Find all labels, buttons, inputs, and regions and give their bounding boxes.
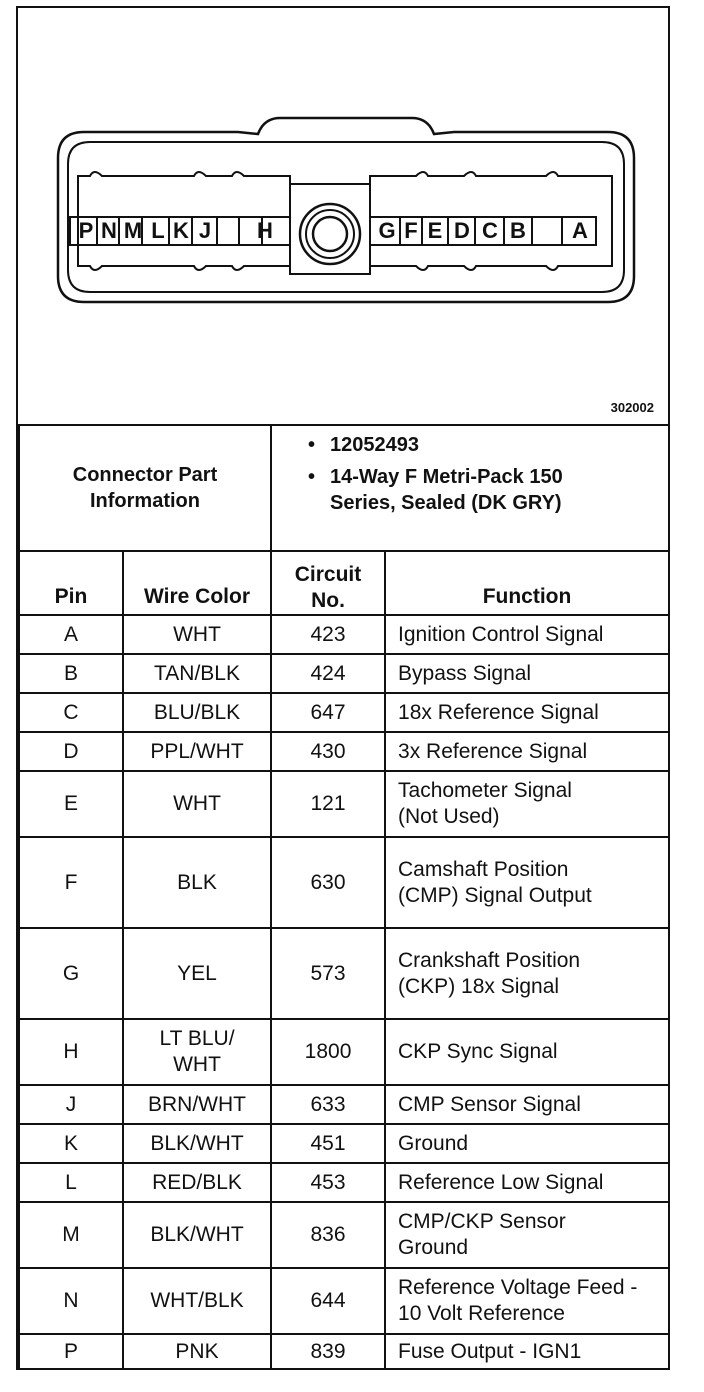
pin-label-n: N — [101, 218, 117, 243]
pin-label-j: J — [198, 218, 212, 243]
circuit-cell: 453 — [271, 1163, 385, 1202]
pin-label-c: C — [482, 218, 498, 243]
part-number: • 12052493 — [330, 432, 656, 458]
pin-label-e: E — [427, 218, 443, 243]
pin-cell: K — [19, 1124, 123, 1163]
pin-cell: A — [19, 615, 123, 654]
circuit-cell: 423 — [271, 615, 385, 654]
function-cell: Ground — [385, 1124, 669, 1163]
pin-label-f: F — [404, 218, 418, 243]
circuit-cell: 633 — [271, 1085, 385, 1124]
wire-color-cell: BRN/WHT — [123, 1085, 271, 1124]
connector-sheet — [16, 6, 670, 1370]
function-cell: Reference Low Signal — [385, 1163, 669, 1202]
pin-label-p: P — [78, 218, 94, 243]
pin-label-h: H — [257, 218, 273, 243]
col-header-circuit: Circuit No. — [271, 551, 385, 615]
pin-cell: P — [19, 1334, 123, 1369]
circuit-cell: 647 — [271, 693, 385, 732]
function-cell: Ignition Control Signal — [385, 615, 669, 654]
circuit-cell: 839 — [271, 1334, 385, 1369]
table-row — [19, 615, 669, 654]
circuit-cell: 424 — [271, 654, 385, 693]
pin-cell: E — [19, 771, 123, 837]
table-row — [19, 771, 669, 837]
table-row — [19, 1124, 669, 1163]
wire-color-cell: YEL — [123, 928, 271, 1019]
pin-cell: D — [19, 732, 123, 771]
function-cell: Reference Voltage Feed - 10 Volt Reference — [385, 1268, 669, 1334]
function-cell: Fuse Output - IGN1 — [385, 1334, 669, 1369]
pin-cell: F — [19, 837, 123, 928]
pin-cell: B — [19, 654, 123, 693]
circuit-cell: 121 — [271, 771, 385, 837]
wire-color-cell: LT BLU/ WHT — [123, 1019, 271, 1085]
wire-color-cell: RED/BLK — [123, 1163, 271, 1202]
wire-color-cell: TAN/BLK — [123, 654, 271, 693]
table-row — [19, 928, 669, 1019]
circuit-cell: 573 — [271, 928, 385, 1019]
pin-label-l: L — [151, 218, 165, 243]
table-row — [19, 654, 669, 693]
table-row — [19, 1334, 669, 1369]
header-row — [19, 551, 669, 615]
pin-label-d: D — [454, 218, 470, 243]
wire-color-cell: PPL/WHT — [123, 732, 271, 771]
pin-label-g: G — [378, 218, 396, 243]
table-row — [19, 732, 669, 771]
table-row — [19, 1085, 669, 1124]
connector-drawing — [18, 8, 668, 424]
function-cell: Tachometer Signal (Not Used) — [385, 771, 669, 837]
col-header-function: Function — [385, 551, 669, 615]
wire-color-cell: BLK/WHT — [123, 1202, 271, 1268]
pin-cell: L — [19, 1163, 123, 1202]
pin-cell: C — [19, 693, 123, 732]
wire-color-cell: BLK — [123, 837, 271, 928]
circuit-cell: 630 — [271, 837, 385, 928]
circuit-cell: 430 — [271, 732, 385, 771]
pin-cell: N — [19, 1268, 123, 1334]
function-cell: Bypass Signal — [385, 654, 669, 693]
function-cell: 3x Reference Signal — [385, 732, 669, 771]
circuit-cell: 644 — [271, 1268, 385, 1334]
part-info-values — [271, 425, 669, 551]
pin-label-k: K — [173, 218, 189, 243]
table-row — [19, 1268, 669, 1334]
pin-cell: G — [19, 928, 123, 1019]
wire-color-cell: PNK — [123, 1334, 271, 1369]
wire-color-cell: WHT — [123, 615, 271, 654]
col-header-pin: Pin — [19, 551, 123, 615]
pin-cell: H — [19, 1019, 123, 1085]
pin-cell: J — [19, 1085, 123, 1124]
function-cell: 18x Reference Signal — [385, 693, 669, 732]
table-row — [19, 1163, 669, 1202]
col-header-wire-color: Wire Color — [123, 551, 271, 615]
table-row — [19, 693, 669, 732]
function-cell: CKP Sync Signal — [385, 1019, 669, 1085]
wire-color-cell: WHT — [123, 771, 271, 837]
wire-color-cell: BLU/BLK — [123, 693, 271, 732]
figure-number: 302002 — [610, 400, 654, 415]
function-cell: Crankshaft Position (CKP) 18x Signal — [385, 928, 669, 1019]
pin-cell: M — [19, 1202, 123, 1268]
pin-label-m: M — [123, 218, 143, 243]
function-cell: Camshaft Position (CMP) Signal Output — [385, 837, 669, 928]
function-cell: CMP/CKP Sensor Ground — [385, 1202, 669, 1268]
table-row — [19, 1019, 669, 1085]
table-row — [19, 837, 669, 928]
circuit-cell: 1800 — [271, 1019, 385, 1085]
part-info-label: Connector Part Information — [19, 425, 271, 551]
wire-color-cell: BLK/WHT — [123, 1124, 271, 1163]
connector-diagram — [18, 8, 668, 426]
table-row — [19, 1202, 669, 1268]
wire-color-cell: WHT/BLK — [123, 1268, 271, 1334]
circuit-cell: 451 — [271, 1124, 385, 1163]
circuit-cell: 836 — [271, 1202, 385, 1268]
pinout-table — [18, 424, 670, 1370]
part-description: • 14-Way F Metri-Pack 150 Series, Sealed (DK GRY) — [330, 464, 570, 516]
function-cell: CMP Sensor Signal — [385, 1085, 669, 1124]
pin-label-a: A — [572, 218, 588, 243]
part-info-row — [19, 425, 669, 551]
pin-label-b: B — [510, 218, 526, 243]
